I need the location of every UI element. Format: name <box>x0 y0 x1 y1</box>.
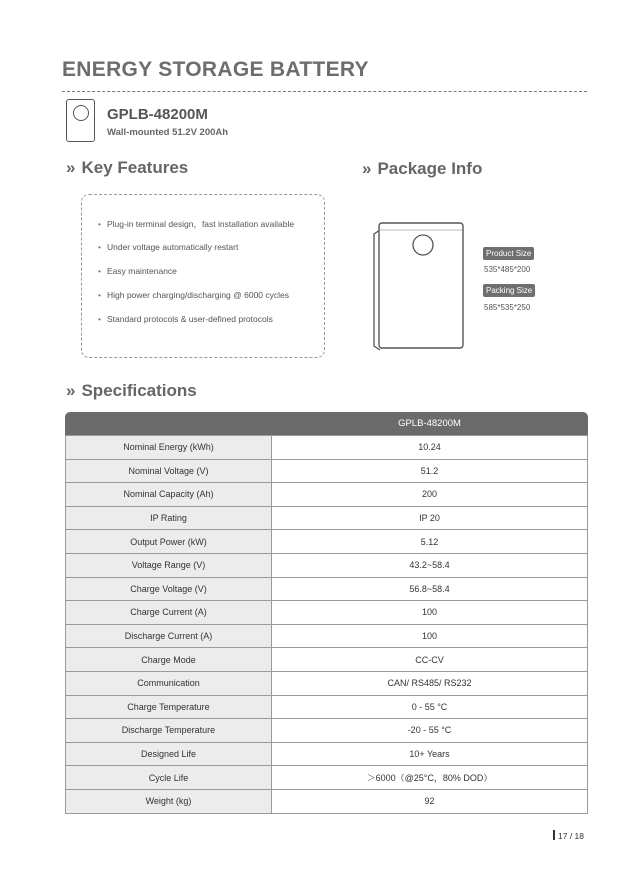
feature-item <box>98 314 294 338</box>
product-size-label: Product Size <box>483 247 534 260</box>
table-row <box>66 553 588 577</box>
bullet-icon: • <box>98 314 101 324</box>
spec-parameter: Nominal Capacity (Ah) <box>66 483 272 507</box>
spec-parameter: IP Rating <box>66 506 272 530</box>
bullet-icon: • <box>98 290 101 300</box>
spec-parameter: Charge Voltage (V) <box>66 577 272 601</box>
bullet-icon: • <box>98 266 101 276</box>
spec-parameter: Cycle Life <box>66 766 272 790</box>
packing-size-value: 585*535*250 <box>484 303 531 312</box>
bullet-icon: • <box>98 242 101 252</box>
bullet-icon: • <box>98 219 101 229</box>
table-row <box>66 695 588 719</box>
spec-parameter: Charge Current (A) <box>66 601 272 625</box>
table-row <box>66 506 588 530</box>
feature-item <box>98 290 294 314</box>
table-row <box>66 577 588 601</box>
spec-value: 51.2 <box>272 459 588 483</box>
spec-value: 5.12 <box>272 530 588 554</box>
spec-value: 56.8~58.4 <box>272 577 588 601</box>
table-row <box>66 671 588 695</box>
table-row <box>66 436 588 460</box>
title-divider <box>62 91 587 92</box>
spec-value: 0 - 55 °C <box>272 695 588 719</box>
spec-value: 10.24 <box>272 436 588 460</box>
spec-parameter: Charge Mode <box>66 648 272 672</box>
spec-parameter: Designed Life <box>66 742 272 766</box>
feature-text: High power charging/discharging @ 6000 cycles <box>106 290 290 300</box>
table-row <box>66 624 588 648</box>
key-features-title: Key Features <box>81 158 189 177</box>
product-model: GPLB-48200M <box>107 106 208 123</box>
spec-header-blank <box>66 412 272 436</box>
specifications-heading <box>66 381 197 401</box>
specifications-title: Specifications <box>81 381 197 400</box>
product-size-value: 535*485*200 <box>484 265 531 274</box>
spec-value: 100 <box>272 601 588 625</box>
table-row <box>66 719 588 743</box>
battery-product-icon <box>66 99 95 142</box>
spec-value: 200 <box>272 483 588 507</box>
table-row <box>66 459 588 483</box>
spec-parameter: Communication <box>66 671 272 695</box>
page-number-text: 17 / 18 <box>558 831 584 841</box>
feature-text: Plug-in terminal design，fast installation available <box>106 219 295 229</box>
spec-value: ＞6000（@25°C，80% DOD） <box>272 766 588 790</box>
spec-header-row <box>66 412 588 436</box>
page-number <box>553 830 584 841</box>
key-features-heading <box>66 158 188 178</box>
table-row <box>66 530 588 554</box>
packing-size-label: Packing Size <box>483 284 535 297</box>
spec-value: CC-CV <box>272 648 588 672</box>
table-row <box>66 742 588 766</box>
product-subtitle: Wall-mounted 51.2V 200Ah <box>107 127 229 138</box>
feature-item <box>98 242 294 266</box>
feature-text: Easy maintenance <box>106 266 177 276</box>
spec-parameter: Nominal Energy (kWh) <box>66 436 272 460</box>
spec-parameter: Discharge Current (A) <box>66 624 272 648</box>
battery-package-image <box>372 220 466 351</box>
spec-parameter: Output Power (kW) <box>66 530 272 554</box>
feature-text: Under voltage automatically restart <box>106 242 239 252</box>
feature-item <box>98 266 294 290</box>
spec-parameter: Charge Temperature <box>66 695 272 719</box>
section-marker-icon: » <box>66 381 76 400</box>
feature-item <box>98 218 294 242</box>
spec-value: CAN/ RS485/ RS232 <box>272 671 588 695</box>
spec-value: 92 <box>272 789 588 813</box>
table-row <box>66 483 588 507</box>
features-list <box>98 218 294 338</box>
spec-value: 10+ Years <box>272 742 588 766</box>
spec-value: IP 20 <box>272 506 588 530</box>
package-info-title: Package Info <box>377 159 483 178</box>
table-row <box>66 766 588 790</box>
spec-parameter: Weight (kg) <box>66 789 272 813</box>
spec-parameter: Discharge Temperature <box>66 719 272 743</box>
table-row <box>66 789 588 813</box>
table-row <box>66 648 588 672</box>
spec-parameter: Nominal Voltage (V) <box>66 459 272 483</box>
page-bar-icon <box>553 830 555 840</box>
spec-parameter: Voltage Range (V) <box>66 553 272 577</box>
spec-value: 43.2~58.4 <box>272 553 588 577</box>
spec-value: -20 - 55 °C <box>272 719 588 743</box>
specifications-table <box>65 412 588 814</box>
section-marker-icon: » <box>362 159 372 178</box>
package-info-heading <box>362 159 482 179</box>
features-box <box>81 194 325 358</box>
page-title: ENERGY STORAGE BATTERY <box>62 58 369 81</box>
spec-header-model: GPLB-48200M <box>398 418 461 429</box>
section-marker-icon: » <box>66 158 76 177</box>
feature-text: Standard protocols & user-defined protocols <box>106 314 273 324</box>
spec-value: 100 <box>272 624 588 648</box>
table-row <box>66 601 588 625</box>
